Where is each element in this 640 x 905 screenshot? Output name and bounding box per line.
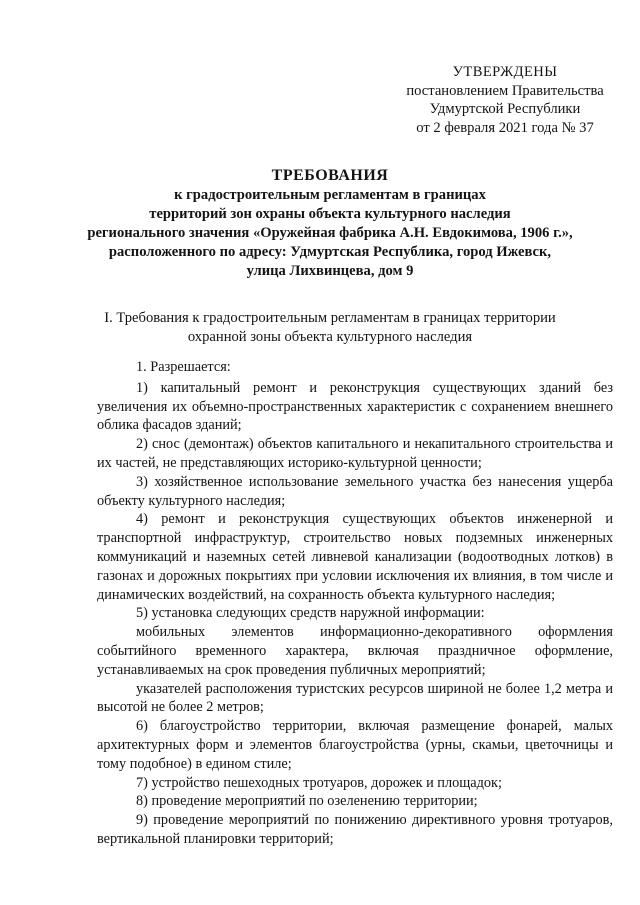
title-heading: ТРЕБОВАНИЯ xyxy=(271,167,389,184)
paragraph-item-3: 3) хозяйственное использование земельного участка без нанесения ущерба объекту культурного наследия; xyxy=(97,473,613,509)
title-line: территорий зон охраны объекта культурного наследия xyxy=(149,206,511,223)
paragraph-item-5a: мобильных элементов информационно-декоративного оформления событийного временного характера, включая праздничное оформление, устанавливаемых на срок проведения публичных мероприятий; xyxy=(97,624,613,678)
approval-heading: УТВЕРЖДЕНЫ xyxy=(452,64,558,80)
approval-stamp xyxy=(380,63,630,137)
paragraph-item-1: 1) капитальный ремонт и реконструкция существующих зданий без увеличения их объемно-пространственных характеристик с сохранением внешнего облика фасадов зданий; xyxy=(97,379,613,434)
document-title xyxy=(60,166,600,281)
paragraph-item-2: 2) снос (демонтаж) объектов капитального и некапитального строительства и их частей, не представляющих историко-культурной ценности; xyxy=(97,436,613,471)
paragraph-intro: 1. Разрешается: xyxy=(136,359,231,375)
title-line: улица Лихвинцева, дом 9 xyxy=(246,263,414,280)
title-line: расположенного по адресу: Удмуртская Республика, город Ижевск, xyxy=(108,244,552,261)
paragraph-item-5b: указателей расположения туристских ресурсов шириной не более 1,2 метра и высотой не более 2 метров; xyxy=(97,680,613,716)
paragraph-item-9: 9) проведение мероприятий по понижению директивного уровня тротуаров, вертикальной планировки территорий; xyxy=(97,812,613,847)
document-body xyxy=(97,358,613,849)
paragraph-item-4: 4) ремонт и реконструкция существующих объектов инженерной и транспортной инфраструктур, строительство новых подземных инженерных коммуникаций и наземных сетей ливневой канализации (водоотводных лотков) в газонах и дорожных покрытиях при условии исключения их влияния, в том числе и динамических воздействий, на сохранность объекта культурного наследия; xyxy=(97,511,613,603)
approval-line: Удмуртской Республики xyxy=(429,101,581,118)
paragraph-item-6: 6) благоустройство территории, включая размещение фонарей, малых архитектурных форм и элементов благоустройства (урны, скамьи, цветочницы и тому подобное) в едином стиле; xyxy=(97,718,613,772)
approval-date: от 2 февраля 2021 года № 37 xyxy=(416,119,594,136)
section-heading-line: I. Требования к градостроительным регламентам в границах территории xyxy=(104,310,556,326)
section-heading xyxy=(70,309,590,347)
title-line: регионального значения «Оружейная фабрика А.Н. Евдокимова, 1906 г.», xyxy=(87,225,573,242)
paragraph-item-5: 5) установка следующих средств наружной информации: xyxy=(136,605,485,622)
paragraph-item-7: 7) устройство пешеходных тротуаров, дорожек и площадок; xyxy=(136,774,502,791)
section-heading-line: охранной зоны объекта культурного наследия xyxy=(187,329,473,345)
paragraph-item-8: 8) проведение мероприятий по озеленению территории; xyxy=(136,793,478,810)
title-line: к градостроительным регламентам в границах xyxy=(174,187,486,203)
approval-line: постановлением Правительства xyxy=(406,82,604,99)
